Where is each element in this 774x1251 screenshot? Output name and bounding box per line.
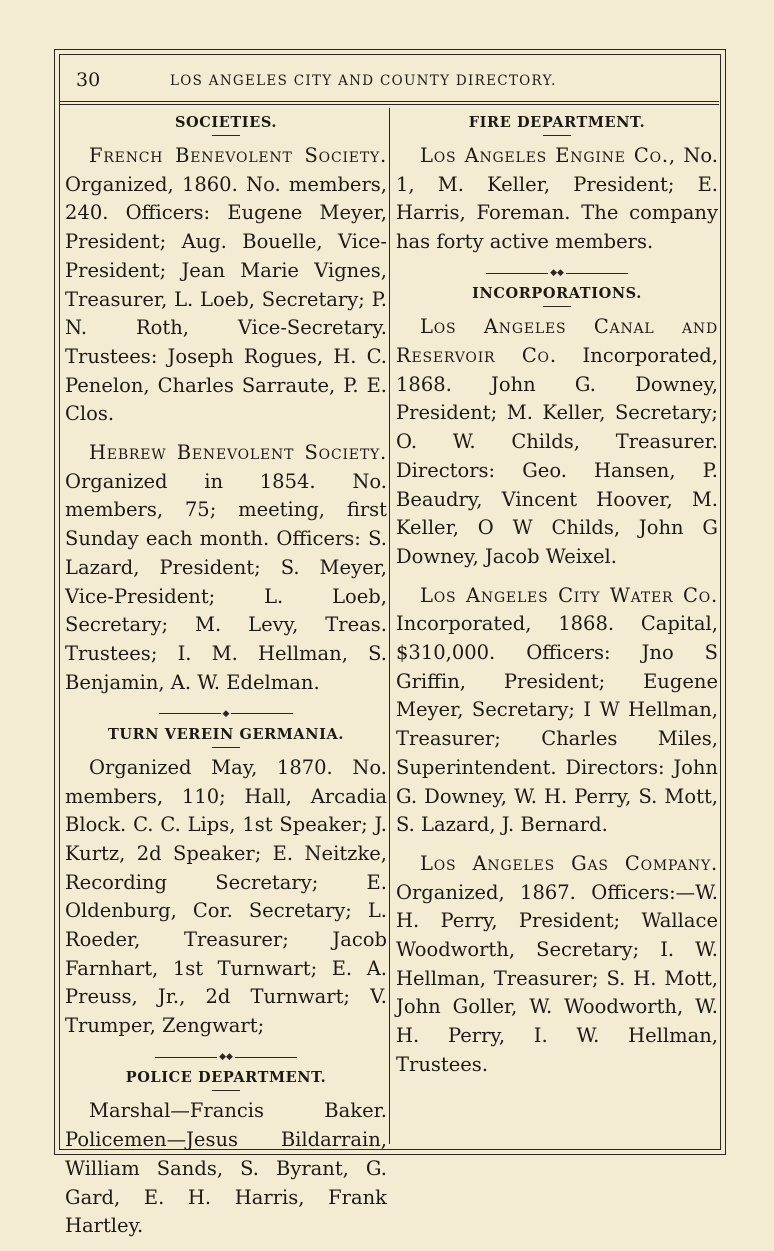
- entry-text: Marshal—Francis Baker. Policemen—Jesus Bildarrain, William Sands, S. Byrant, G. Gard, E. H. Harris, Frank Hartley.: [65, 1099, 387, 1238]
- entry-name: Hebrew Benevolent Society.: [89, 441, 387, 465]
- entry-text: No. 1, M. Keller, President; E. Harris, Foreman. The company has forty active members.: [396, 144, 718, 254]
- header-rule-double: [60, 104, 719, 105]
- entry-turn-verein: [65, 754, 387, 1041]
- entry-text: Incorporated, 1868. Capital, $310,000. Officers: Jno S Griffin, President; Eugene Meyer, Secretary; I W Hellman, Treasurer; Charles Miles, Superintendent. Directors: John G. Downey, W. H. Perry, S. Mott, S. Lazard, J. Bernard.: [396, 612, 718, 837]
- page-header: [60, 60, 718, 102]
- entry-name: Los Angeles Gas Company.: [420, 851, 718, 875]
- short-rule: [543, 135, 571, 136]
- page-number: 30: [76, 69, 101, 91]
- entry-police: [65, 1097, 387, 1241]
- ornament-divider: ◆◆: [65, 1051, 387, 1064]
- entry-text: Organized, 1860. No. members, 240. Officers: Eugene Meyer, President; Aug. Bouelle, Vice-President; Jean Marie Vignes, Treasurer, L. Loeb, Secretary; P. N. Roth, Vice-Secretary. Trustees: Joseph Rogues, H. C. Penelon, Charles Sarraute, P. E. Clos.: [65, 172, 387, 426]
- entry-french-benevolent: [65, 142, 387, 429]
- entry-engine-co: [396, 142, 718, 257]
- entry-name: Los Angeles Canal and Reservoir Co.: [396, 315, 718, 368]
- entry-hebrew-benevolent: [65, 439, 387, 697]
- entry-text: Organized May, 1870. No. members, 110; Hall, Arcadia Block. C. C. Lips, 1st Speaker; J. Kurtz, 2d Speaker; E. Neitzke, Recording Secretary; E. Oldenburg, Cor. Secretary; L. Roeder, Treasurer; Jacob Farnhart, 1st Turnwart; E. A. Preuss, Jr., 2d Turnwart; V. Trumper, Zengwart;: [65, 755, 387, 1038]
- section-heading-fire: FIRE DEPARTMENT.: [468, 114, 646, 131]
- section-heading-societies: SOCIETIES.: [174, 114, 278, 131]
- entry-city-water: [396, 582, 718, 840]
- section-heading-turn-verein: TURN VEREIN GERMANIA.: [108, 725, 344, 743]
- left-column: [65, 110, 387, 1251]
- short-rule: [212, 747, 240, 748]
- entry-text: Organized, 1867. Officers:—W. H. Perry, President; Wallace Woodworth, Secretary; I. W. Hellman, Treasurer; S. H. Mott, John Goller, W. Woodworth, W. H. Perry, I. W. Hellman, Trustees.: [396, 880, 718, 1076]
- entry-name: Los Angeles Engine Co.,: [420, 144, 676, 167]
- right-column: [396, 110, 718, 1090]
- entry-name: Los Angeles City Water Co.: [420, 583, 718, 607]
- running-head: LOS ANGELES CITY AND COUNTY DIRECTORY.: [170, 73, 557, 89]
- section-heading-incorporations: INCORPORATIONS.: [472, 285, 642, 303]
- entry-gas-company: [396, 850, 718, 1080]
- header-rule: [60, 101, 719, 102]
- entry-text: Incorporated, 1868. John G. Downey, President; M. Keller, Secretary; O. W. Childs, Treasurer. Directors: Geo. Hansen, P. Beaudry, Vincent Hoover, M. Keller, O W Childs, John G Downey, Jacob Weixel.: [396, 344, 718, 568]
- short-rule: [212, 1090, 240, 1091]
- ornament-divider: ◆: [65, 707, 387, 720]
- short-rule: [212, 135, 240, 136]
- column-divider: [389, 108, 390, 1144]
- entry-name: French Benevolent Society.: [89, 144, 387, 167]
- short-rule: [543, 306, 571, 307]
- section-heading-police: POLICE DEPARTMENT.: [125, 1069, 327, 1087]
- entry-canal-reservoir: [396, 313, 718, 571]
- entry-text: Organized in 1854. No. members, 75; meeting, first Sunday each month. Officers: S. Lazard, President; S. Meyer, Vice-President; L. Loeb, Secretary; M. Levy, Treas. Trustees; I. M. Hellman, S. Benjamin, A. W. Edelman.: [65, 469, 387, 694]
- ornament-divider: ◆◆: [396, 267, 718, 280]
